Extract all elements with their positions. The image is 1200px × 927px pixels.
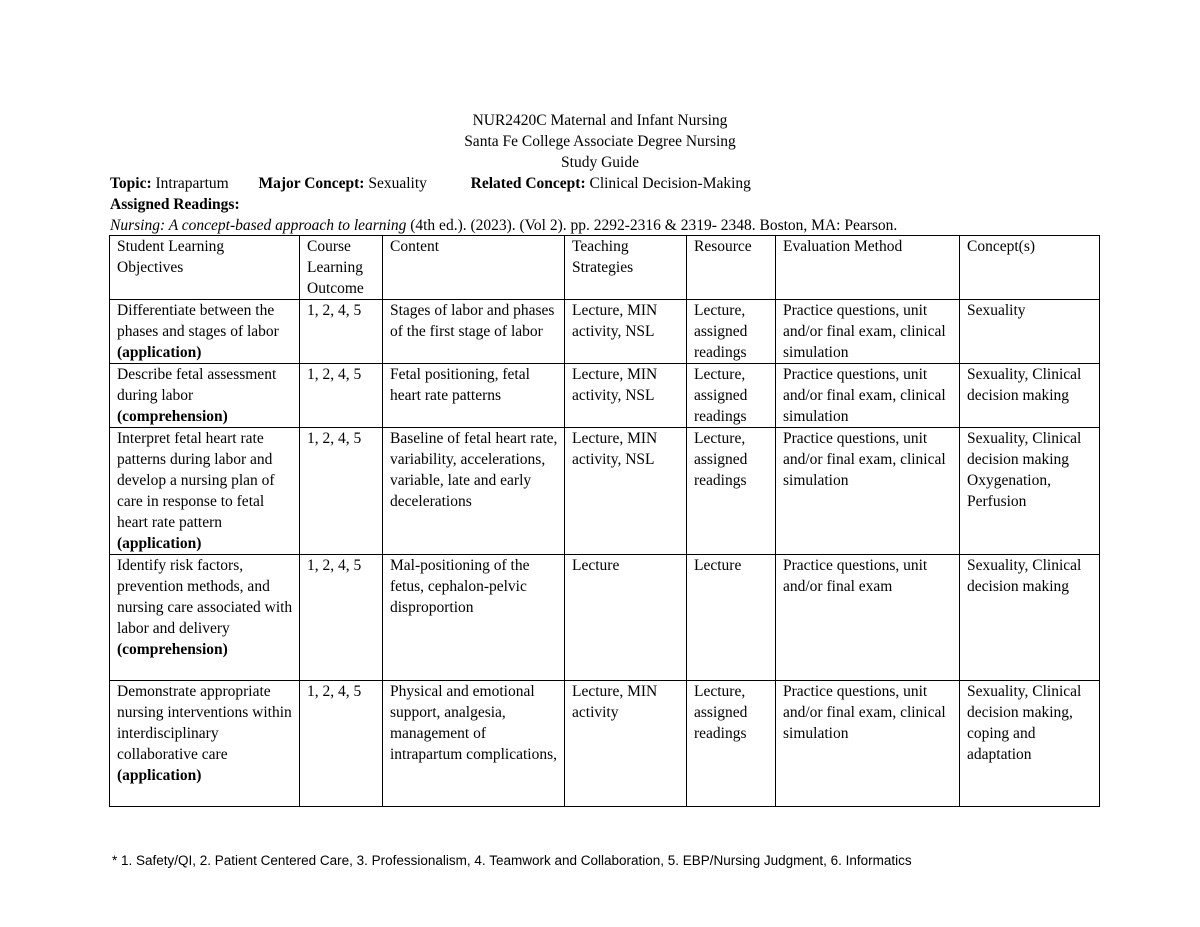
table-row xyxy=(110,681,1100,807)
content-cell: Baseline of fetal heart rate, variability, accelerations, variable, late and early decelerations xyxy=(383,428,565,555)
objective-cell xyxy=(110,428,300,555)
strategies-cell: Lecture xyxy=(565,555,687,681)
objective-text: Identify risk factors, prevention methods, and nursing care associated with labor and delivery xyxy=(117,557,293,637)
outcome-cell: 1, 2, 4, 5 xyxy=(300,555,383,681)
outcome-cell: 1, 2, 4, 5 xyxy=(300,300,383,364)
strategies-cell: Lecture, MIN activity, NSL xyxy=(565,428,687,555)
outcome-cell: 1, 2, 4, 5 xyxy=(300,428,383,555)
objective-cell xyxy=(110,555,300,681)
table-row xyxy=(110,364,1100,428)
topic-line xyxy=(110,173,751,194)
strategies-cell: Lecture, MIN activity, NSL xyxy=(565,300,687,364)
major-concept-label: Major Concept: xyxy=(258,175,365,192)
reading-title: Nursing: A concept-based approach to learning xyxy=(110,217,407,234)
content-cell: Stages of labor and phases of the first stage of labor xyxy=(383,300,565,364)
content-cell: Physical and emotional support, analgesia, management of intrapartum complications, xyxy=(383,681,565,807)
header-cell: Course Learning Outcome xyxy=(300,236,383,300)
content-cell: Mal-positioning of the fetus, cephalon-pelvic disproportion xyxy=(383,555,565,681)
concepts-cell: Sexuality, Clinical decision making Oxygenation, Perfusion xyxy=(960,428,1100,555)
objective-text: Demonstrate appropriate nursing interventions within interdisciplinary collaborative care xyxy=(117,683,292,763)
table-row xyxy=(110,555,1100,681)
concepts-cell: Sexuality, Clinical decision making, coping and adaptation xyxy=(960,681,1100,807)
assigned-readings-heading: Assigned Readings: xyxy=(110,196,240,213)
topic-label: Topic: xyxy=(110,175,152,192)
header-cell: Evaluation Method xyxy=(776,236,960,300)
objective-level: (comprehension) xyxy=(117,641,228,658)
resource-cell: Lecture xyxy=(687,555,776,681)
table-header-row xyxy=(110,236,1100,300)
header-cell: Student Learning Objectives xyxy=(110,236,300,300)
header-cell: Teaching Strategies xyxy=(565,236,687,300)
resource-cell: Lecture, assigned readings xyxy=(687,300,776,364)
document-header xyxy=(0,110,1200,173)
header-cell: Resource xyxy=(687,236,776,300)
strategies-cell: Lecture, MIN activity, NSL xyxy=(565,364,687,428)
evaluation-cell: Practice questions, unit and/or final exam, clinical simulation xyxy=(776,300,960,364)
header-cell: Concept(s) xyxy=(960,236,1100,300)
resource-cell: Lecture, assigned readings xyxy=(687,681,776,807)
evaluation-cell: Practice questions, unit and/or final exam, clinical simulation xyxy=(776,681,960,807)
objective-text: Differentiate between the phases and stages of labor xyxy=(117,302,279,340)
topic-value: Intrapartum xyxy=(155,175,229,192)
evaluation-cell: Practice questions, unit and/or final exam, clinical simulation xyxy=(776,428,960,555)
reading-citation xyxy=(110,215,897,236)
content-cell: Fetal positioning, fetal heart rate patterns xyxy=(383,364,565,428)
related-concept-label: Related Concept: xyxy=(470,175,586,192)
outcome-cell: 1, 2, 4, 5 xyxy=(300,364,383,428)
evaluation-cell: Practice questions, unit and/or final exam xyxy=(776,555,960,681)
resource-cell: Lecture, assigned readings xyxy=(687,364,776,428)
objective-cell xyxy=(110,681,300,807)
objective-level: (application) xyxy=(117,344,202,361)
table-row xyxy=(110,300,1100,364)
resource-cell: Lecture, assigned readings xyxy=(687,428,776,555)
college-name: Santa Fe College Associate Degree Nursing xyxy=(464,133,736,150)
objective-level: (comprehension) xyxy=(117,408,228,425)
reading-details: (4th ed.). (2023). (Vol 2). pp. 2292-2316 & 2319- 2348. Boston, MA: Pearson. xyxy=(406,217,898,234)
objective-text: Describe fetal assessment during labor xyxy=(117,366,277,404)
objective-cell xyxy=(110,364,300,428)
objective-text: Interpret fetal heart rate patterns during labor and develop a nursing plan of care in response to fetal heart rate pattern xyxy=(117,430,275,531)
header-cell: Content xyxy=(383,236,565,300)
concepts-cell: Sexuality xyxy=(960,300,1100,364)
concepts-cell: Sexuality, Clinical decision making xyxy=(960,364,1100,428)
objective-cell xyxy=(110,300,300,364)
evaluation-cell: Practice questions, unit and/or final exam, clinical simulation xyxy=(776,364,960,428)
outcome-legend-footnote: * 1. Safety/QI, 2. Patient Centered Care, 3. Professionalism, 4. Teamwork and Collaboration, 5. EBP/Nursing Judgment, 6. Informatics xyxy=(112,853,912,868)
outcome-cell: 1, 2, 4, 5 xyxy=(300,681,383,807)
table-row xyxy=(110,428,1100,555)
related-concept-value: Clinical Decision-Making xyxy=(589,175,751,192)
study-guide-table xyxy=(109,235,1100,807)
major-concept-value: Sexuality xyxy=(368,175,427,192)
concepts-cell: Sexuality, Clinical decision making xyxy=(960,555,1100,681)
objective-level: (application) xyxy=(117,767,202,784)
document-type: Study Guide xyxy=(561,154,639,171)
course-title: NUR2420C Maternal and Infant Nursing xyxy=(472,112,728,129)
strategies-cell: Lecture, MIN activity xyxy=(565,681,687,807)
objective-level: (application) xyxy=(117,535,202,552)
